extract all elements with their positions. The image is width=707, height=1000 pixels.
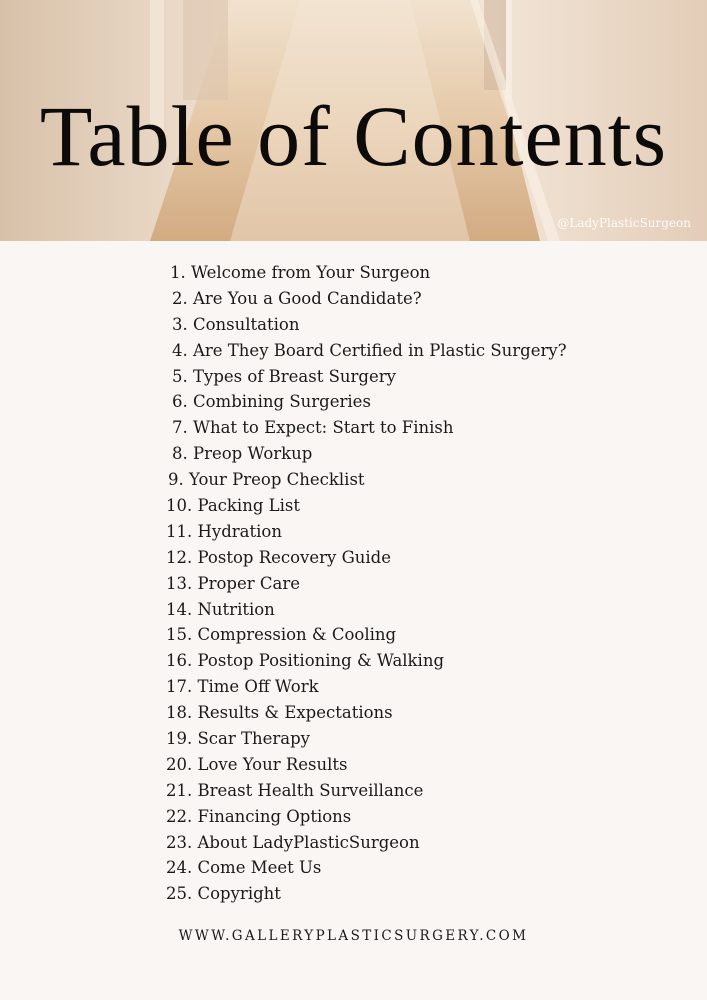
toc-item: 7. What to Expect: Start to Finish	[172, 418, 454, 438]
toc-item: 20. Love Your Results	[166, 754, 348, 774]
toc-item: 19. Scar Therapy	[166, 729, 311, 749]
toc-item: 9. Your Preop Checklist	[168, 470, 365, 490]
toc-item: 24. Come Meet Us	[166, 858, 322, 878]
toc-item: 25. Copyright	[166, 884, 281, 904]
toc-item: 3. Consultation	[172, 314, 300, 334]
toc-item: 11. Hydration	[166, 521, 282, 541]
table-of-contents	[0, 260, 707, 907]
toc-item: 14. Nutrition	[166, 599, 275, 619]
toc-item: 1. Welcome from Your Surgeon	[170, 263, 431, 282]
toc-item: 15. Compression & Cooling	[166, 625, 397, 645]
toc-item: 10. Packing List	[166, 496, 300, 516]
toc-item: 4. Are They Board Certified in Plastic Surgery?	[172, 340, 567, 360]
toc-item: 6. Combining Surgeries	[172, 392, 371, 412]
toc-item: 12. Postop Recovery Guide	[166, 547, 392, 567]
toc-item: 22. Financing Options	[166, 806, 352, 826]
watermark-handle: @LadyPlasticSurgeon	[557, 216, 691, 230]
toc-item: 13. Proper Care	[166, 573, 300, 593]
toc-item: 21. Breast Health Surveillance	[166, 780, 424, 800]
toc-item: 23. About LadyPlasticSurgeon	[166, 832, 420, 852]
toc-item: 5. Types of Breast Surgery	[172, 366, 396, 386]
page-title: Table of Contents	[39, 88, 668, 184]
header-photo	[0, 0, 707, 241]
toc-item: 8. Preop Workup	[172, 444, 313, 464]
toc-item: 2. Are You a Good Candidate?	[172, 288, 422, 308]
toc-item: 18. Results & Expectations	[166, 703, 393, 723]
toc-item: 16. Postop Positioning & Walking	[166, 651, 445, 671]
website-link[interactable]: WWW.GALLERYPLASTICSURGERY.COM	[178, 928, 529, 944]
toc-item: 17. Time Off Work	[166, 677, 319, 697]
